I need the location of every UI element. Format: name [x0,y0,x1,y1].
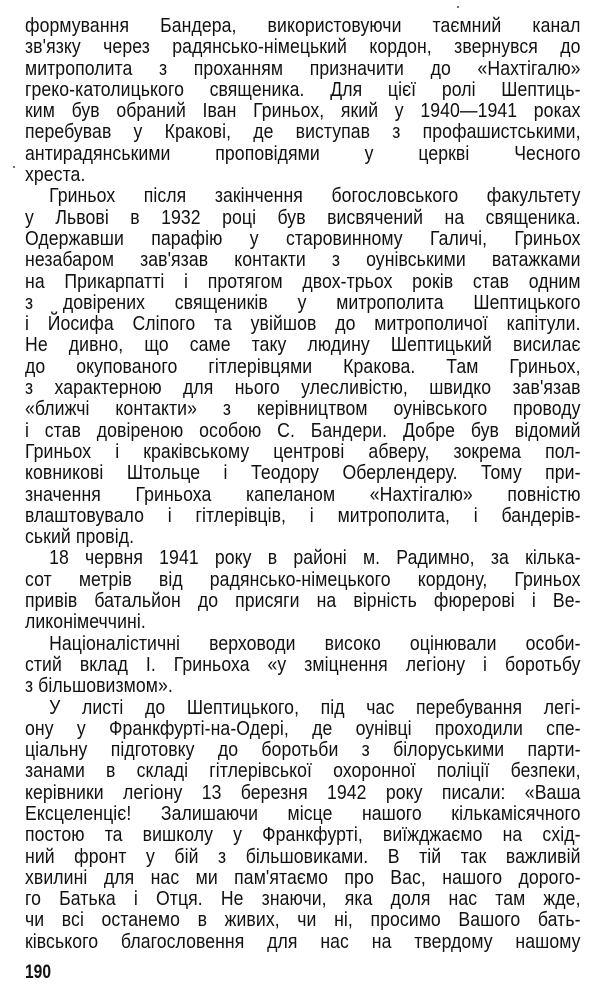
text-line: ковникові Штольце і Теодору Оберлендеру. Тому при- [25,461,581,485]
text-line: Не дивно, що саме таку людину Шептицький висилає [25,333,581,357]
text-line: з більшовизмом». [25,674,173,698]
text-line: антирадянськими проповідями у церкві Чесного [25,141,581,165]
text-line: ким був обраний Іван Гриньох, який у 1940—1941 роках [25,99,581,123]
text-line: хвилині для нас ми пам'ятаємо про Вас, нашого дорого- [25,865,581,889]
page-body [25,15,581,952]
text-line: перебував у Кракові, де виступав з профашистськими, [25,120,581,144]
text-line: Націоналістичні верховоди високо оцінювали особи- [49,631,581,655]
text-line: до окупованого гітлерівцями Кракова. Там Гриньох, [25,354,581,378]
text-line: Одержавши парафію у старовинному Галичі, Гриньох [25,226,581,250]
text-line: незабаром зав'язав контакти з оунівськими ватажками [25,248,581,272]
text-line: формування Бандера, використовуючи таємний канал [25,14,581,37]
text-line: зв'язку через радянсько-німецький кордон, звернувся до [25,35,581,59]
text-line: постою та вишколу у Франкфурті, виїжджаємо на схід- [25,823,581,847]
text-line: Гриньох і краківському центрові абверу, зокрема пол- [25,439,581,463]
text-line: ликонімеччині. [25,610,146,634]
text-line: Ексцеленціє! Залишаючи місце нашого кількамісячного [25,801,581,825]
page-number: 190 [25,962,51,983]
text-line: з характерною для нього улесливістю, швидко зав'язав [25,376,581,400]
text-line: ківського благословення для нас на твердому нашому [25,929,581,953]
text-line: Гриньох після закінчення богословського факультету [49,184,581,208]
text-line: з довірених священиків у митрополита Шептицького [25,290,581,314]
text-line: го Батька і Отця. Не знаючи, яка доля нас там жде, [25,887,581,911]
text-line: значення Гриньоха капеланом «Нахтігалю» повністю [25,482,581,506]
scan-speck [457,6,459,8]
text-line: ський провід. [25,525,135,549]
text-line: керівники легіону 13 березня 1942 року писали: «Ваша [25,780,581,804]
text-line: греко-католицького священика. Для цієї ролі Шептиць- [25,77,581,101]
text-line: митрополита з проханням призначити до «Нахтігалю» [25,56,581,80]
text-line: У листі до Шептицького, під час перебування легі- [49,695,581,719]
scan-speck [13,166,15,168]
text-line: у Львові в 1932 році був висвячений на священика. [25,205,581,229]
text-line: чи всі останемо в живих, чи ні, просимо Вашого бать- [25,908,581,932]
text-line: привів батальйон до присяги на вірність фюрерові і Ве- [25,589,581,613]
text-line: ону у Франкфурті-на-Одері, де оунівці проходили спе- [25,716,581,740]
text-line: стий вклад І. Гриньоха «у зміцнення легіону і боротьбу [25,652,581,676]
text-line: занами в складі гітлерівської охоронної поліції безпеки, [25,759,581,783]
text-line: ціальну підготовку до боротьби з білоруськими парти- [25,738,581,762]
text-line: сот метрів від радянсько-німецького кордону, Гриньох [25,567,581,591]
text-line: на Прикарпатті і протягом двох-трьох років став одним [25,269,581,293]
text-line: 18 червня 1941 року в районі м. Радимно, за кілька- [49,546,581,570]
text-line: ний фронт у бій з більшовиками. В тій так важливій [25,844,581,868]
text-line: «ближчі контакти» з керівництвом оунівського проводу [25,397,581,421]
text-line: і Йосифа Сліпого та увійшов до митрополичої капітули. [25,312,581,336]
text-line: і став довіреною особою С. Бандери. Добре був відомий [25,418,581,442]
text-line: влаштовувало і гітлерівців, і митрополита, і бандерів- [25,503,581,527]
text-line: хреста. [25,163,86,187]
